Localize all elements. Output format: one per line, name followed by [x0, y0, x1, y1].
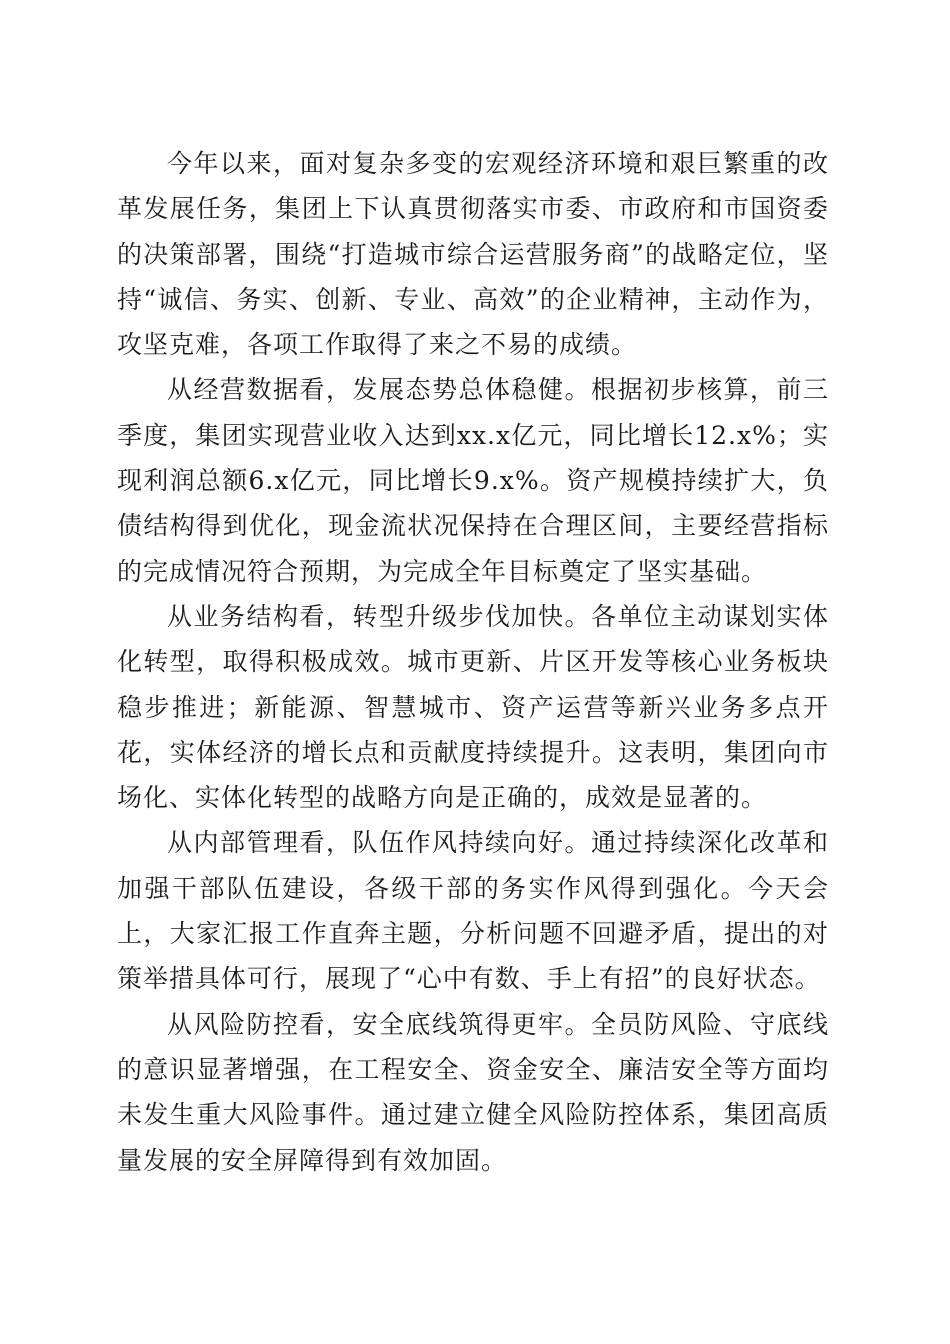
document-body	[117, 141, 829, 1183]
paragraph-risk-control: 从风险防控看，安全底线筑得更牢。全员防风险、守底线的意识显著增强，在工程安全、资金安全、廉洁安全等方面均未发生重大风险事件。通过建立健全风险防控体系，集团高质量发展的安全屏障得到有效加固。	[117, 1009, 829, 1175]
paragraph-operating-data: 从经营数据看，发展态势总体稳健。根据初步核算，前三季度，集团实现营业收入达到xx.x亿元，同比增长12.x%；实现利润总额6.x亿元，同比增长9.x%。资产规模持续扩大，负债结构得到优化，现金流状况保持在合理区间，主要经营指标的完成情况符合预期，为完成全年目标奠定了坚实基础。	[117, 375, 829, 586]
paragraph-overview: 今年以来，面对复杂多变的宏观经济环境和艰巨繁重的改革发展任务，集团上下认真贯彻落实市委、市政府和市国资委的决策部署，围绕“打造城市综合运营服务商”的战略定位，坚持“诚信、务实、创新、专业、高效”的企业精神，主动作为，攻坚克难，各项工作取得了来之不易的成绩。	[117, 149, 829, 360]
paragraph-business-structure: 从业务结构看，转型升级步伐加快。各单位主动谋划实体化转型，取得积极成效。城市更新、片区开发等核心业务板块稳步推进；新能源、智慧城市、资产运营等新兴业务多点开花，实体经济的增长点和贡献度持续提升。这表明，集团向市场化、实体化转型的战略方向是正确的，成效是显著的。	[117, 601, 829, 813]
paragraph-internal-management: 从内部管理看，队伍作风持续向好。通过持续深化改革和加强干部队伍建设，各级干部的务实作风得到强化。今天会上，大家汇报工作直奔主题，分析问题不回避矛盾，提出的对策举措具体可行，展现了“心中有数、手上有招”的良好状态。	[117, 828, 829, 994]
